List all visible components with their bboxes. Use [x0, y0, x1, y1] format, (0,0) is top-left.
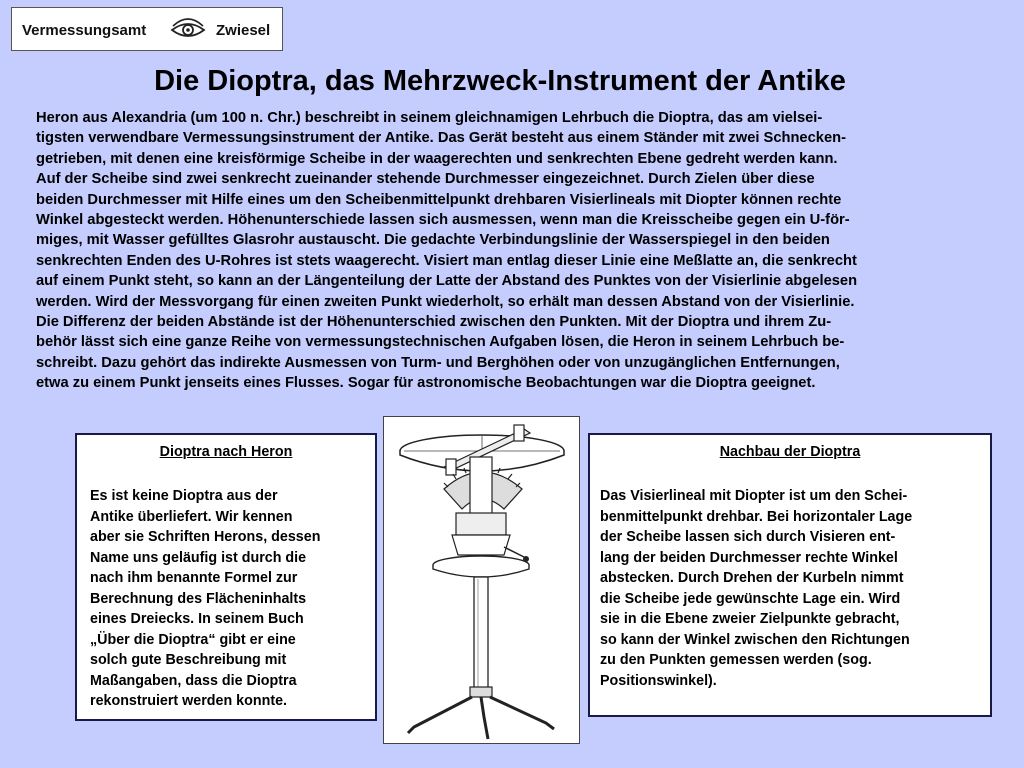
eye-icon: [170, 14, 206, 49]
dioptra-illustration: [383, 416, 580, 744]
logo: [11, 7, 283, 51]
info-box-replica-body: Das Visierlineal mit Diopter ist um den Schei- benmittelpunkt drehbar. Bei horizontaler Lage der Scheibe lassen sich durch Visieren ent- lang der beiden Durchmesser rechte Winkel abstecken. Durch Drehen der Kurbeln nimmt die Scheibe jede gewünschte Lage ein. Wird sie in die Ebene zweier Zielpunkte gebracht, so kann der Winkel zwischen den Richtungen zu den Punkten gemessen werden (sog. Positionswinkel).: [600, 488, 913, 689]
logo-text-right: Zwiesel: [216, 22, 271, 39]
page-title: Die Dioptra, das Mehrzweck-Instrument der Antike: [154, 65, 846, 97]
info-box-heron-heading: Dioptra nach Heron: [159, 444, 293, 460]
info-box-heron-body: Es ist keine Dioptra aus der Antike überliefert. Wir kennen aber sie Schriften Herons, dessen Name uns geläufig ist durch die nach ihm benannte Formel zur Berechnung des Flächeninhalts eines Dreiecks. In seinem Buch „Über die Dioptra“ gibt er eine solch gute Beschreibung mit Maßangaben, dass die Dioptra rekonstruiert werden konnte.: [90, 488, 321, 709]
intro-paragraph: Heron aus Alexandria (um 100 n. Chr.) beschreibt in seinem gleichnamigen Lehrbuch die Dioptra, das am vielsei- tigsten verwendbare Vermessungsinstrument der Antike. Das Gerät besteht aus einem Ständer mit zwei Schnecken- getrieben, mit denen eine kreisförmige Scheibe in der waagerechten und senkrechten Ebene gedreht werden kann. Auf der Scheibe sind zwei senkrecht zueinander stehende Durchmesser eingezeichnet. Durch Zielen über diese beiden Durchmesser mit Hilfe eines um den Scheibenmittelpunkt drehbaren Visierlineals mit Diopter können rechte Winkel abgesteckt werden. Höhenunterschiede lassen sich ausmessen, wenn man die Kreisscheibe gegen ein U-för- miges, mit Wasser gefülltes Glasrohr austauscht. Die gedachte Verbindungslinie der Wasserspiegel in den beiden senkrechten Enden des U-Rohres ist stets waagerecht. Visiert man entlag dieser Linie eine Meßlatte an, die senkrecht auf einem Punkt steht, so kann an der Längenteilung der Latte der Abstand des Punktes von der Visierlinie abgelesen werden. Wird der Messvorgang für einen zweiten Punkt wiederholt, so erhält man dessen Abstand von der Visierlinie. Die Differenz der beiden Abstände ist der Höhenunterschied zwischen den Punkten. Mit der Dioptra und ihrem Zu- behör lässt sich eine ganze Reihe von vermessungstechnischen Aufgaben lösen, die Heron in seinem Lehrbuch be- schreibt. Dazu gehört das indirekte Ausmessen von Turm- und Berghöhen oder von unzugänglichen Entfernungen, etwa zu einem Punkt jenseits eines Flusses. Sogar für astronomische Beobachtungen war die Dioptra geeignet.: [36, 110, 858, 392]
info-box-heron: [75, 433, 377, 721]
info-box-replica-heading: Nachbau der Dioptra: [719, 444, 861, 460]
logo-text-left: Vermessungsamt: [22, 22, 147, 39]
info-box-replica: [588, 433, 992, 717]
